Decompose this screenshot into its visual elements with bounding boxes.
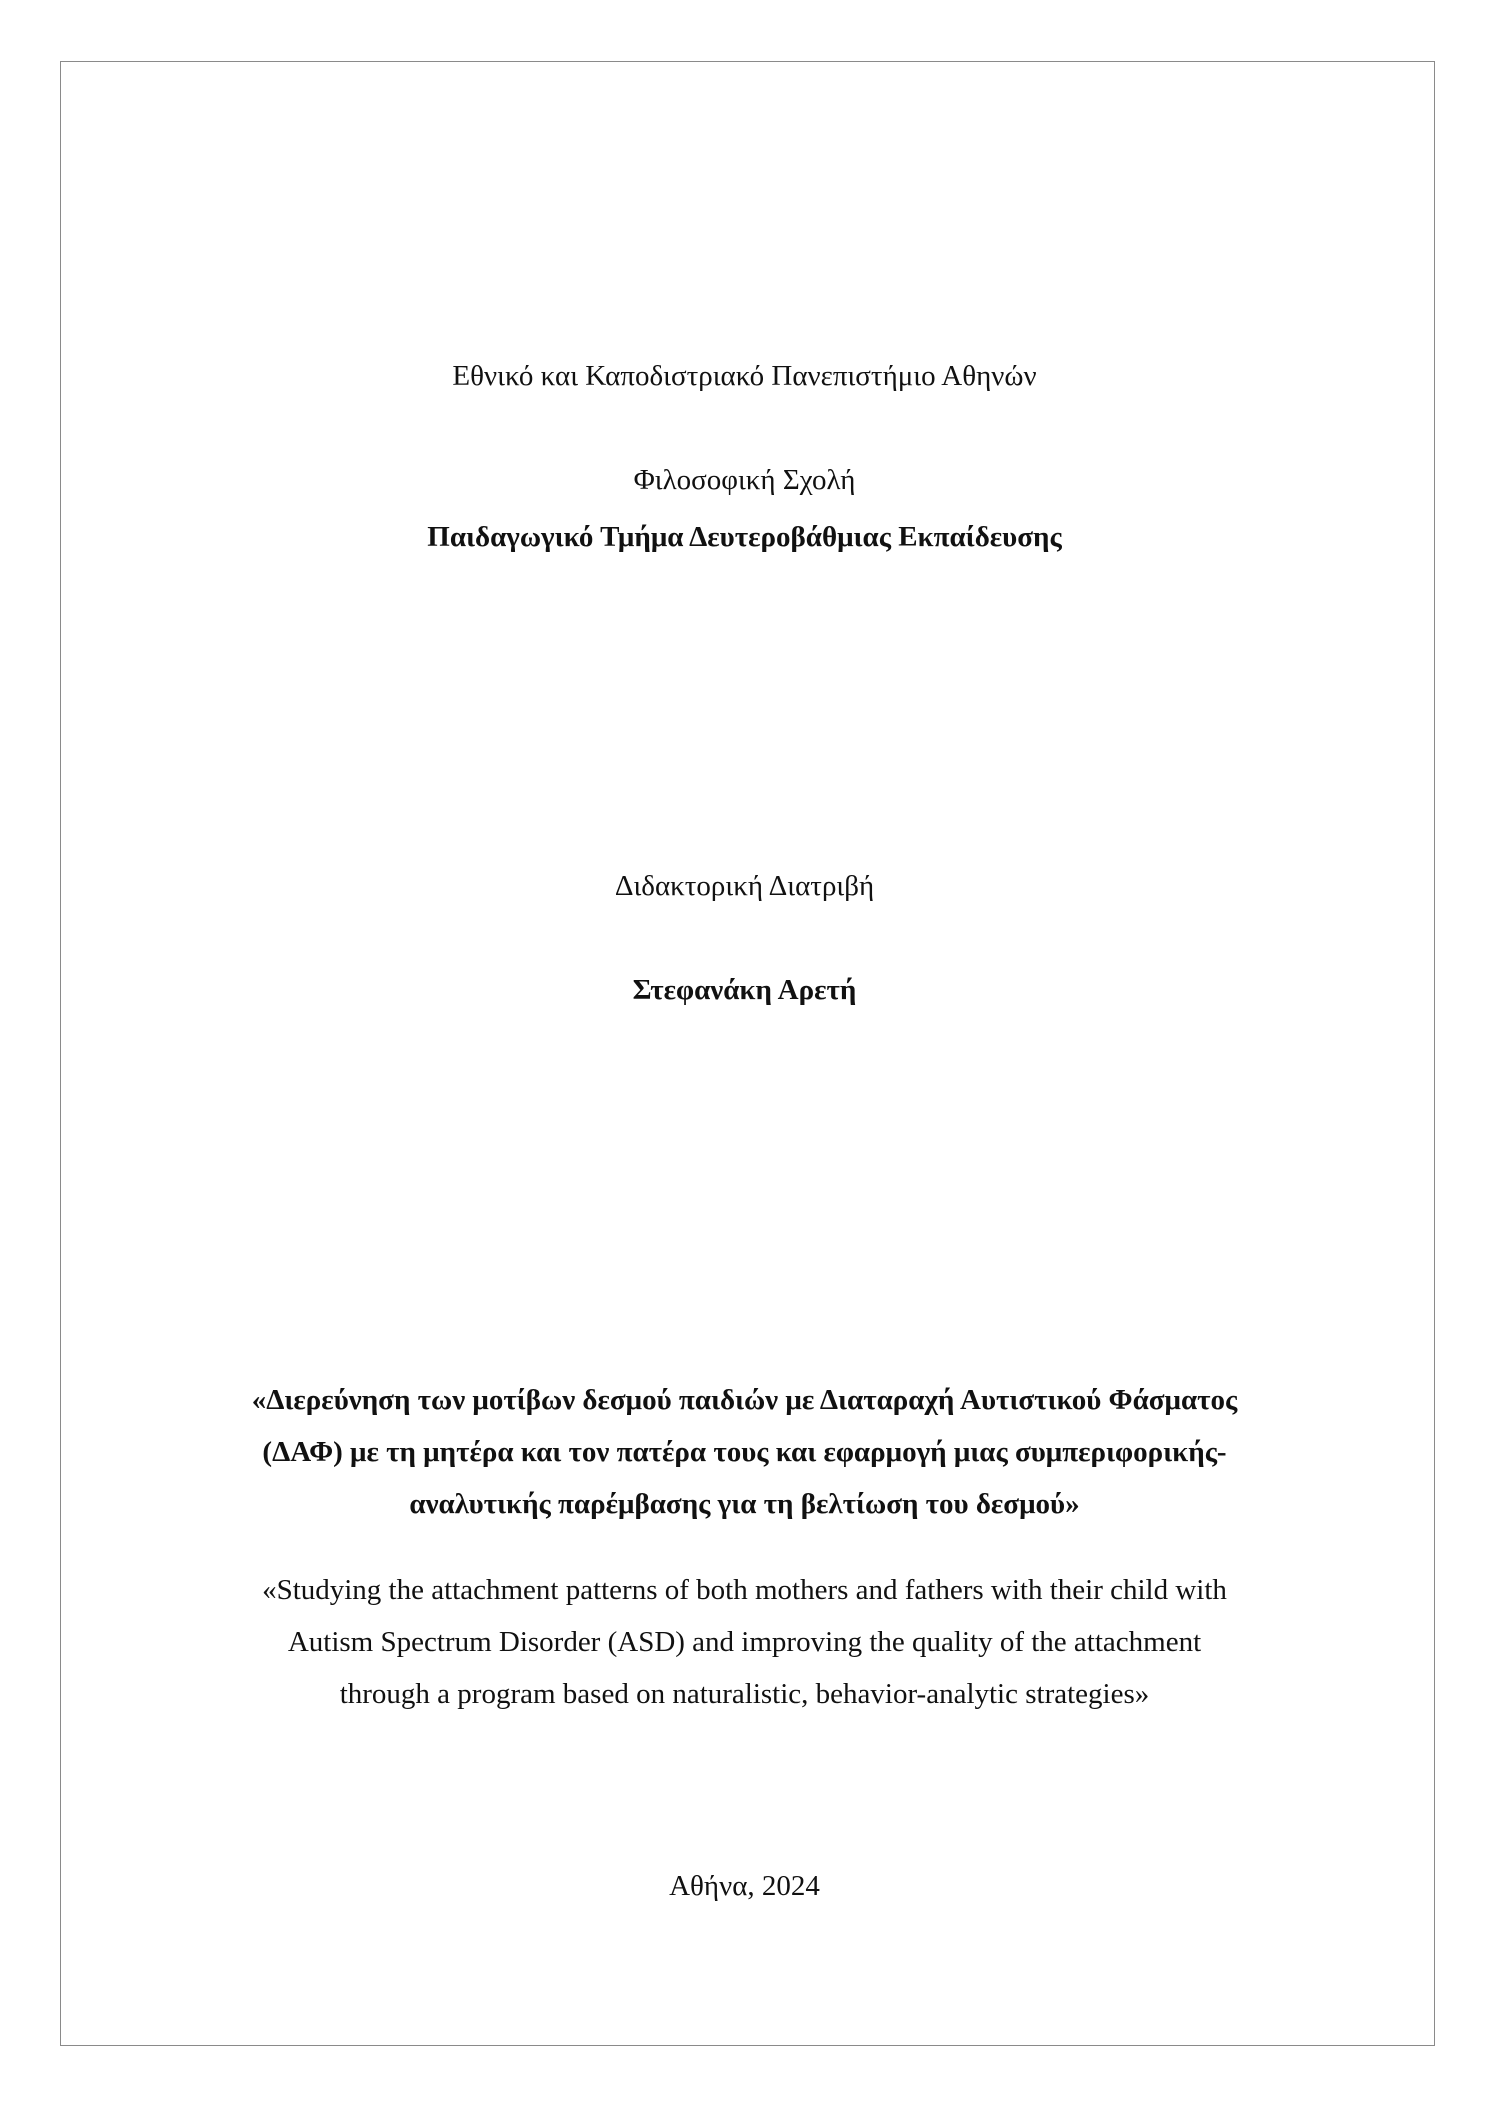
page-border	[60, 61, 1435, 2046]
title-greek-line-2: (ΔΑΦ) με τη μητέρα και τον πατέρα τους και εφαρμογή μιας συμπεριφορικής-	[262, 1436, 1227, 1468]
title-english-line-2: Autism Spectrum Disorder (ASD) and improving the quality of the attachment	[287, 1626, 1202, 1658]
department-name: Παιδαγωγικό Τμήμα Δευτεροβάθμιας Εκπαίδευσης	[427, 521, 1062, 553]
author-name: Στεφανάκη Αρετή	[632, 974, 857, 1006]
school-name: Φιλοσοφική Σχολή	[633, 464, 856, 496]
title-english-line-1: «Studying the attachment patterns of both mothers and fathers with their child with	[262, 1574, 1227, 1606]
place-date: Αθήνα, 2024	[669, 1870, 820, 1902]
title-english-line-3: through a program based on naturalistic, behavior-analytic strategies»	[339, 1678, 1150, 1710]
document-type: Διδακτορική Διατριβή	[614, 870, 875, 902]
title-greek-line-3: αναλυτικής παρέμβασης για τη βελτίωση του δεσμού»	[409, 1488, 1080, 1520]
title-greek-line-1: «Διερεύνηση των μοτίβων δεσμού παιδιών με Διαταραχή Αυτιστικού Φάσματος	[251, 1384, 1238, 1416]
university-name: Εθνικό και Καποδιστριακό Πανεπιστήμιο Αθηνών	[452, 360, 1037, 392]
